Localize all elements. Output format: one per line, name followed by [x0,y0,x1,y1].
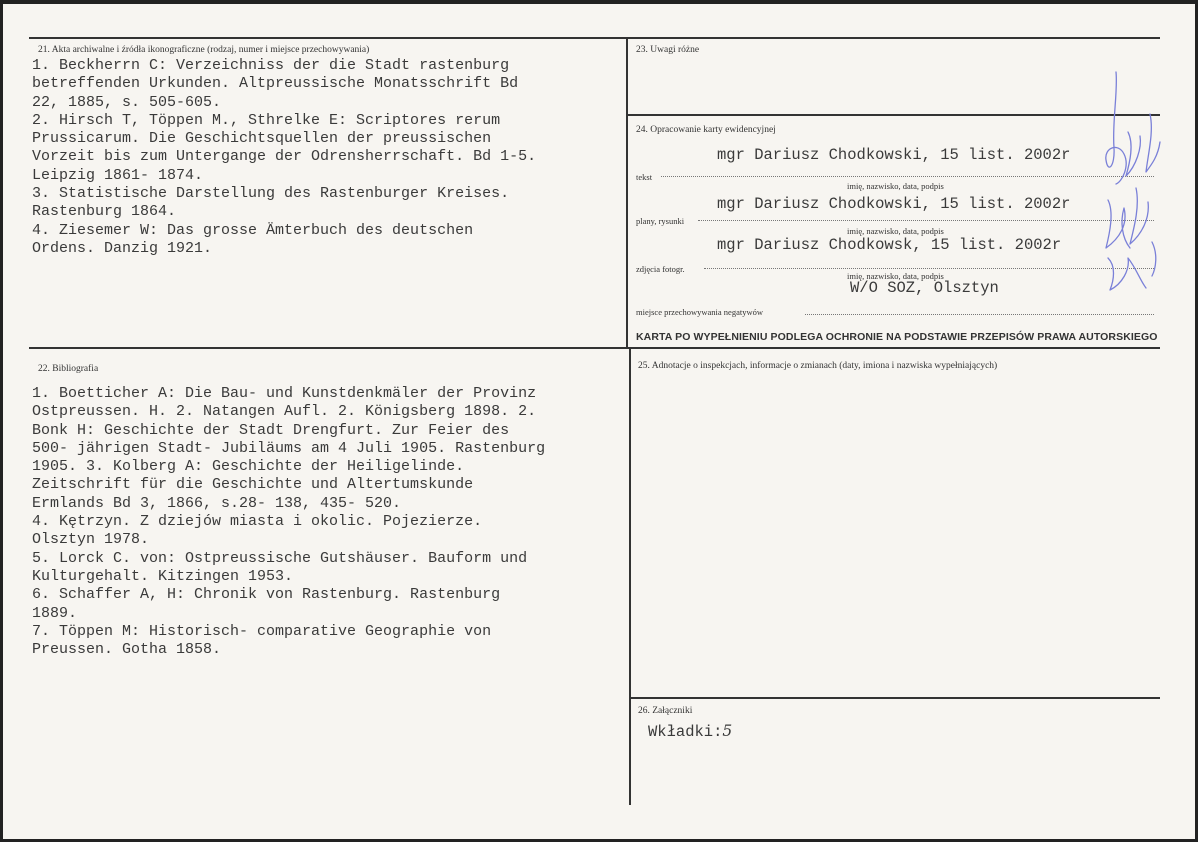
card-top-edge [0,0,1198,4]
text-line: 22, 1885, s. 505-605. [32,93,222,111]
text-line: 1. Boetticher A: Die Bau- und Kunstdenkmäler der Provinz [32,385,537,402]
text-line: Preussen. Gotha 1858. [32,641,222,659]
text-line: Prussicarum. Die Geschichtsquellen der preussischen [32,130,492,148]
grid-top-line [29,37,1160,39]
grid-line-23-24 [626,114,1160,116]
text-line: Ostpreussen. H. 2. Natangen Aufl. 2. Königsberg 1898. 2. [32,403,537,421]
plany-value: mgr Dariusz Chodkowski, 15 list. 2002r [717,195,1071,213]
zdjecia-label: zdjęcia fotogr. [636,264,685,274]
text-line: 4. Ziesemer W: Das grosse Ämterbuch des deutschen [32,221,474,239]
tekst-value: mgr Dariusz Chodkowski, 15 list. 2002r [717,146,1071,164]
miejsce-label: miejsce przechowywania negatywów [636,307,763,317]
text-line: Ordens. Danzig 1921. [32,239,213,257]
tekst-caption: imię, nazwisko, data, podpis [847,181,944,191]
text-line: 5. Lorck C. von: Ostpreussische Gutshäuser. Bauform und [32,549,528,567]
text-line: 1889. [32,604,78,622]
section-21-text [32,57,536,258]
text-line: 2. Hirsch T, Töppen M., Sthrelke E: Scriptores rerum [32,111,501,129]
text-line: Ermlands Bd 3, 1866, s.28- 138, 435- 520. [32,494,402,512]
section-24-label: 24. Opracowanie karty ewidencyjnej [636,125,776,135]
text-line: Zeitschrift für die Geschichte und Altertumskunde [32,476,474,494]
attachments-value [648,722,732,741]
text-line: 6. Schaffer A, H: Chronik von Rastenburg. Rastenburg [32,586,501,604]
text-line: Leipzig 1861- 1874. [32,166,204,184]
text-line: Kulturgehalt. Kitzingen 1953. [32,567,294,585]
plany-dotted-line [698,220,1154,221]
grid-line-25-26 [629,697,1160,699]
attachments-count: 5 [722,722,733,740]
text-line: Olsztyn 1978. [32,531,150,549]
section-22-text [32,385,545,659]
section-25-label: 25. Adnotacje o inspekcjach, informacje o zmianach (daty, imiona i nazwiska wypełniających) [638,361,998,371]
text-line: 1. Beckherrn C: Verzeichniss der die Stadt rastenburg [32,57,510,74]
section-23-label: 23. Uwagi różne [636,45,700,55]
zdjecia-caption: imię, nazwisko, data, podpis [847,271,944,281]
text-line: Rastenburg 1864. [32,203,177,221]
miejsce-value: W/O SOZ, Olsztyn [850,279,999,297]
grid-middle-line [29,347,1160,349]
text-line: 3. Statistische Darstellung des Rastenburger Kreises. [32,185,510,203]
section-22-label: 22. Bibliografia [38,364,99,374]
tekst-dotted-line [661,176,1154,177]
text-line: 7. Töppen M: Historisch- comparative Geographie von [32,622,492,640]
copyright-notice: KARTA PO WYPEŁNIENIU PODLEGA OCHRONIE NA PODSTAWIE PRZEPISÓW PRAWA AUTORSKIEGO [636,331,1158,343]
text-line: 500- jährigen Stadt- Jubiläums am 4 Juli 1905. Rastenburg [32,439,546,457]
zdjecia-dotted-line [704,268,1154,269]
section-21-label: 21. Akta archiwalne i źródła ikonograficzne (rodzaj, numer i miejsce przechowywania) [38,45,370,55]
miejsce-dotted-line [805,314,1154,315]
text-line: 4. Kętrzyn. Z dziejów miasta i okolic. Pojezierze. [32,513,483,531]
text-line: Bonk H: Geschichte der Stadt Drengfurt. Zur Feier des [32,421,510,439]
zdjecia-value: mgr Dariusz Chodkowsk, 15 list. 2002r [717,236,1062,254]
text-line: 1905. 3. Kolberg A: Geschichte der Heiligelinde. [32,458,465,476]
grid-divider-lower [629,347,631,805]
signature-scribble [1100,62,1165,294]
text-line: betreffenden Urkunden. Altpreussische Monatsschrift Bd [32,75,519,93]
plany-caption: imię, nazwisko, data, podpis [847,226,944,236]
attachments-prefix: Wkładki: [648,723,723,741]
plany-label: plany, rysunki [636,216,685,226]
text-line: Vorzeit bis zum Untergange der Odrensherrschaft. Bd 1-5. [32,148,537,166]
section-26-label: 26. Załączniki [638,706,693,716]
grid-divider-upper [626,37,628,347]
tekst-label: tekst [636,172,653,182]
